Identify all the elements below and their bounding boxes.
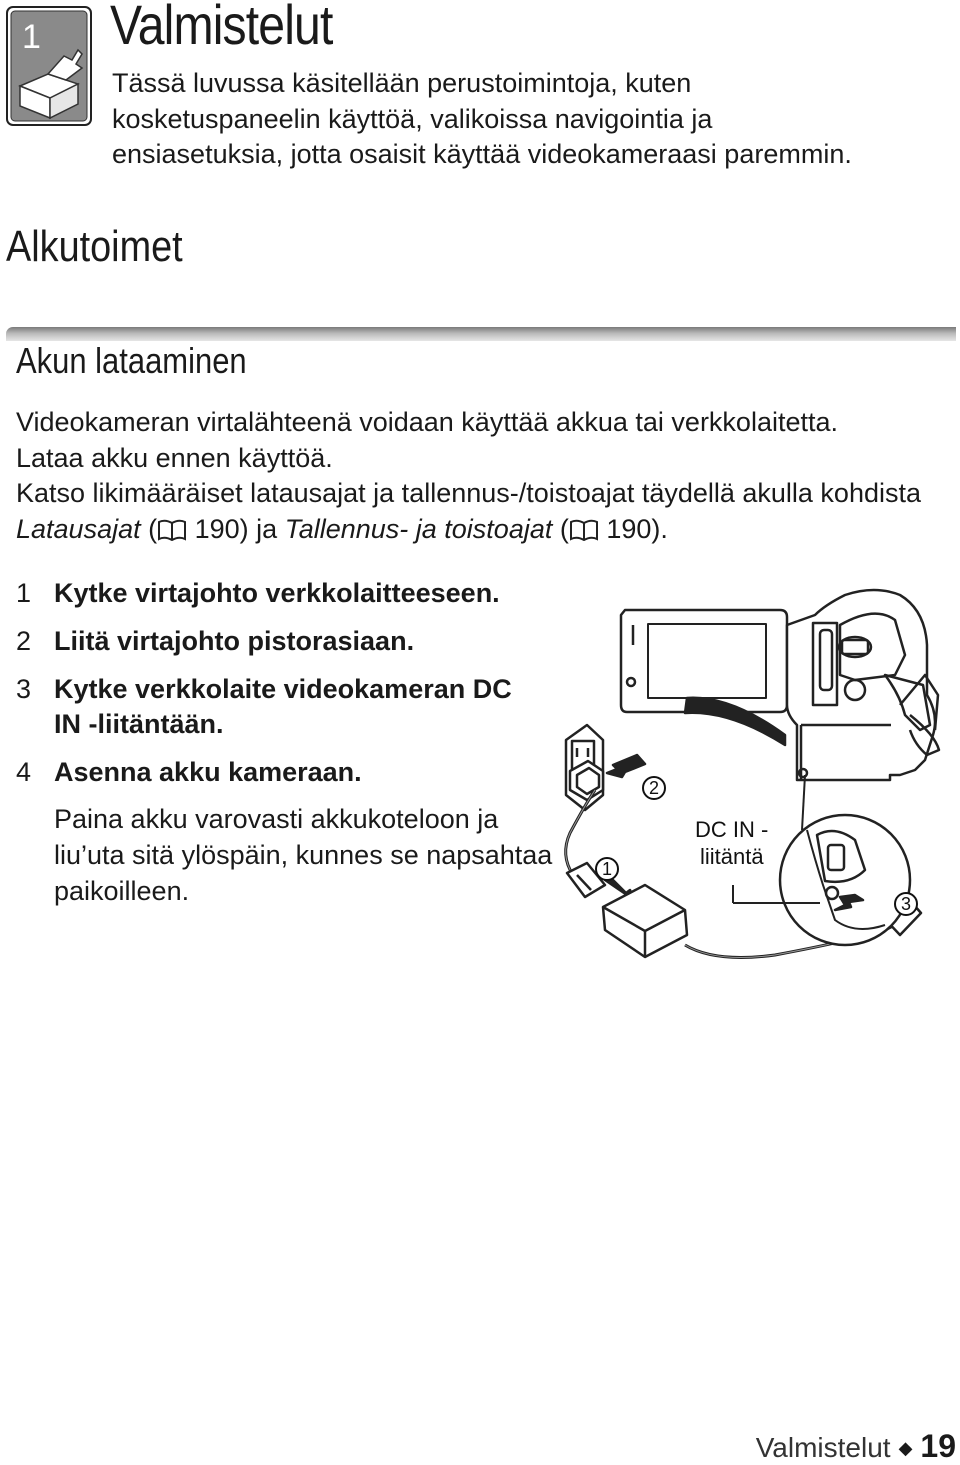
period: . [660,513,668,544]
reference-link-charging-times[interactable]: Latausajat [16,513,141,544]
wall-outlet-drawing [566,725,603,810]
book-icon [569,519,599,541]
chapter-icon [6,6,92,126]
step-number: 4 [16,757,32,787]
book-icon [157,519,187,541]
step-number: 3 [16,674,32,704]
step-item [16,624,536,659]
page-footer [756,1428,956,1465]
step-detail: Paina akku varovasti akkukoteloon ja liu’uta sitä ylöspäin, kunnes se napsahtaa paikoilleen. [54,804,553,906]
section-divider [6,327,956,341]
subsection-title: Akun lataaminen [16,340,247,381]
step-text: Asenna akku kameraan. [54,757,362,787]
reference-link-recording-times[interactable]: Tallennus- ja toistoajat [284,513,553,544]
paren: ( [552,513,569,544]
chapter-number: 1 [22,18,41,56]
chapter-intro: Tässä luvussa käsitellään perustoimintoja, kuten kosketuspaneelin käyttöä, valikoissa navigointia ja ensiasetuksia, jotta osaisit käyttää videokameraasi paremmin. [112,68,852,169]
step-text: Kytke virtajohto verkkolaitteeseen. [54,578,500,608]
marker-3: 3 [900,894,912,914]
dc-in-label-line1: DC IN - [695,817,769,842]
lcd-panel-drawing [621,610,787,712]
dc-in-label-line2: liitäntä [700,844,764,869]
footer-separator: ◆ [898,1438,913,1458]
body-line: Lataa akku ennen käyttöä. [16,442,333,473]
body-line: Katso likimääräiset latausajat ja tallennus-/toistoajat täydellä akulla kohdista [16,478,922,508]
step-number: 1 [16,578,32,608]
step-item [16,576,536,611]
conjunction: ja [248,513,285,544]
step-number: 2 [16,626,32,656]
step-text: Kytke verkkolaite videokameran DC IN -liitäntään. [54,674,512,739]
section-title: Alkutoimet [6,222,183,271]
body-reference-paragraph [16,476,936,547]
reference-page[interactable]: 190) [187,513,249,544]
page-number: 19 [920,1428,956,1464]
body-text [16,405,936,547]
chapter-title: Valmistelut [110,0,333,56]
ac-adapter-drawing [603,885,687,957]
paren: ( [140,513,158,544]
step-text: Liitä virtajohto pistorasiaan. [54,626,415,656]
marker-1: 1 [601,859,613,879]
reference-page[interactable]: 190) [598,513,661,544]
footer-section: Valmistelut [755,1432,891,1463]
steps-list [16,576,536,790]
body-line: Videokameran virtalähteenä voidaan käyttää akkua tai verkkolaitetta. [16,407,838,437]
charging-illustration [555,585,955,975]
marker-2: 2 [648,778,660,798]
step-item [16,755,536,790]
camcorder-drawing [787,590,939,780]
step-item [16,672,536,742]
